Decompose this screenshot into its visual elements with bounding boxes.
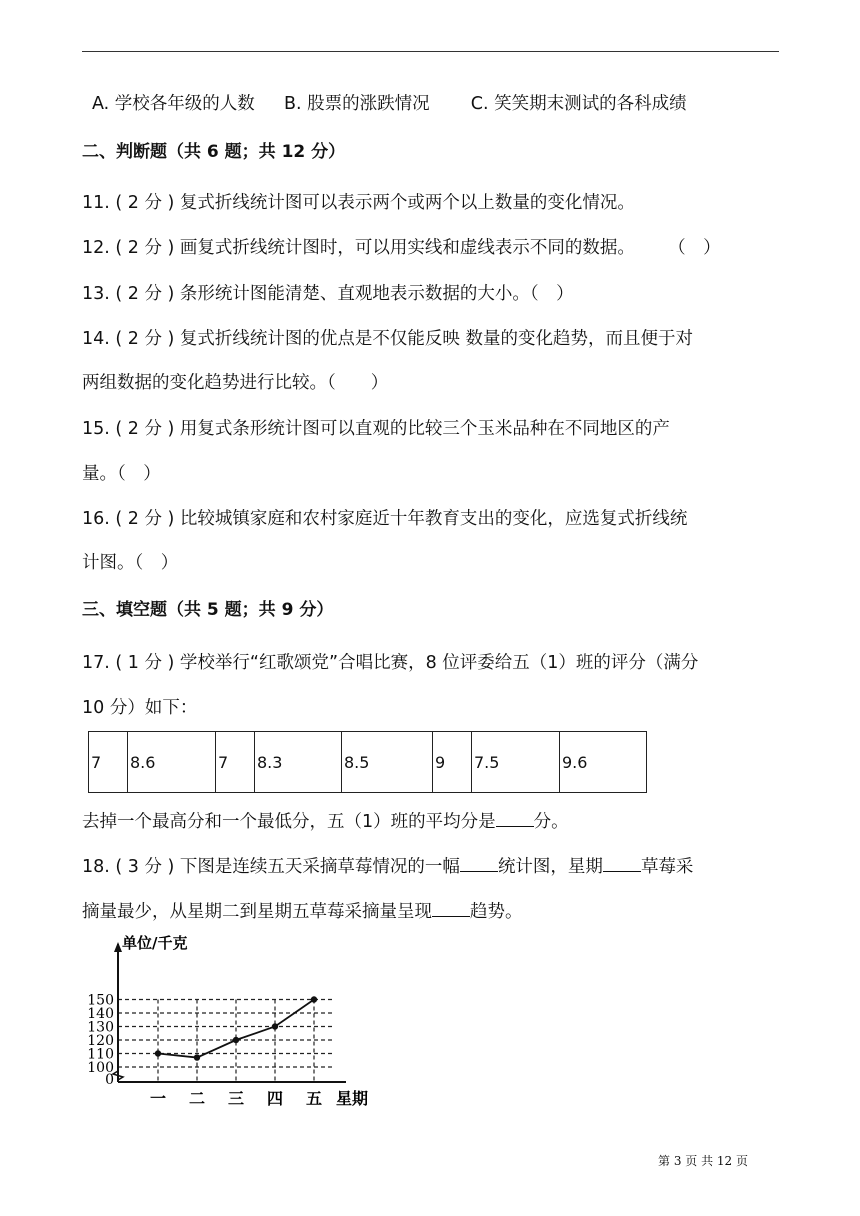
question-15-line1: 15. ( 2 分 ) 用复式条形统计图可以直观的比较三个玉米品种在不同地区的产 (82, 419, 670, 439)
question-18-text-b: 统计图，星期 (497, 857, 603, 877)
question-17-line1: 17. ( 1 分 ) 学校举行“红歌颂党”合唱比赛，8 位评委给五（1）班的评分（满分 (82, 653, 699, 673)
score-cell: 8.3 (255, 732, 342, 793)
question-12-paren: （ ） (668, 238, 721, 258)
chart-grid (118, 1000, 334, 1083)
question-16-line2: 计图。（ ） (82, 553, 179, 573)
chart-axes (113, 942, 346, 1082)
question-16-line1: 16. ( 2 分 ) 比较城镇家庭和农村家庭近十年教育支出的变化，应选复式折线统 (82, 509, 688, 529)
question-15-line2: 量。（ ） (82, 464, 161, 484)
question-17-unit: 分。 (533, 812, 569, 832)
question-12-text: 12. ( 2 分 ) 画复式折线统计图时，可以用实线和虚线表示不同的数据。 (82, 238, 635, 258)
question-18-text-e: 趋势。 (470, 902, 523, 922)
chart-y-ticks (87, 993, 114, 1089)
strawberry-line-chart (84, 932, 384, 1108)
choices-line (92, 92, 687, 116)
chart-x-axis-label: 星期 (336, 1089, 369, 1108)
section-judgement-title: 二、判断题（共 6 题；共 12 分） (82, 142, 346, 162)
chart-unit-title: 单位/千克 (122, 934, 188, 952)
question-13: 13. ( 2 分 ) 条形统计图能清楚、直观地表示数据的大小。（ ） (82, 284, 574, 304)
y-axis-arrow (114, 942, 122, 952)
question-18-line2 (82, 898, 523, 924)
x-tick-label: 四 (266, 1089, 284, 1108)
y-tick-label: 150 (87, 992, 114, 1009)
score-cell: 7.5 (472, 732, 560, 793)
question-17-line3 (82, 808, 569, 834)
y-tick-label: 120 (87, 1033, 114, 1049)
question-11: 11. ( 2 分 ) 复式折线统计图可以表示两个或两个以上数量的变化情况。 (82, 193, 635, 213)
y-tick-label: 110 (87, 1046, 114, 1063)
score-cell: 7 (89, 732, 128, 793)
table-row (89, 732, 647, 793)
y-tick-label: 100 (87, 1060, 114, 1076)
score-table (88, 731, 647, 793)
x-tick-label: 三 (227, 1089, 245, 1108)
data-point (194, 1054, 200, 1060)
question-12 (82, 236, 721, 260)
data-point (311, 996, 317, 1002)
question-14-line1: 14. ( 2 分 ) 复式折线统计图的优点是不仅能反映 数量的变化趋势，而且便于对 (82, 329, 693, 349)
answer-blank[interactable] (432, 898, 470, 917)
question-18-text-d: 摘量最少，从星期二到星期五草莓采摘量呈现 (82, 902, 432, 922)
y-tick-label: 0 (105, 1072, 114, 1088)
question-14-line2: 两组数据的变化趋势进行比较。（ ） (82, 373, 389, 393)
answer-blank[interactable] (496, 808, 534, 827)
data-point (272, 1023, 278, 1029)
question-18-text-a: 18. ( 3 分 ) 下图是连续五天采摘草莓情况的一幅 (82, 857, 460, 877)
choice-c: C. 笑笑期末测试的各科成绩 (470, 94, 687, 114)
choice-b: B. 股票的涨跌情况 (283, 94, 430, 114)
score-cell: 9 (433, 732, 472, 793)
score-cell: 8.5 (342, 732, 433, 793)
answer-blank[interactable] (460, 853, 498, 872)
score-cell: 8.6 (128, 732, 216, 793)
question-17-prompt: 去掉一个最高分和一个最低分，五（1）班的平均分是 (82, 812, 496, 832)
data-point (155, 1050, 161, 1056)
page-footer: 第 3 页 共 12 页 (658, 1154, 748, 1168)
answer-blank[interactable] (603, 853, 641, 872)
section-fill-title: 三、填空题（共 5 题；共 9 分） (82, 600, 334, 620)
x-tick-label: 五 (305, 1089, 323, 1108)
y-tick-label: 130 (87, 1019, 114, 1036)
x-tick-label: 二 (188, 1089, 206, 1108)
score-cell: 9.6 (560, 732, 647, 793)
score-cell: 7 (216, 732, 255, 793)
question-18-line1 (82, 853, 693, 879)
question-18-text-c: 草莓采 (640, 857, 694, 877)
question-17-line2: 10 分）如下： (82, 698, 198, 718)
header-rule (82, 51, 779, 52)
data-point (233, 1037, 239, 1043)
x-tick-label: 一 (149, 1089, 167, 1108)
chart-x-ticks (150, 1089, 322, 1108)
y-tick-label: 140 (87, 1006, 114, 1022)
choice-a: A. 学校各年级的人数 (92, 94, 255, 114)
